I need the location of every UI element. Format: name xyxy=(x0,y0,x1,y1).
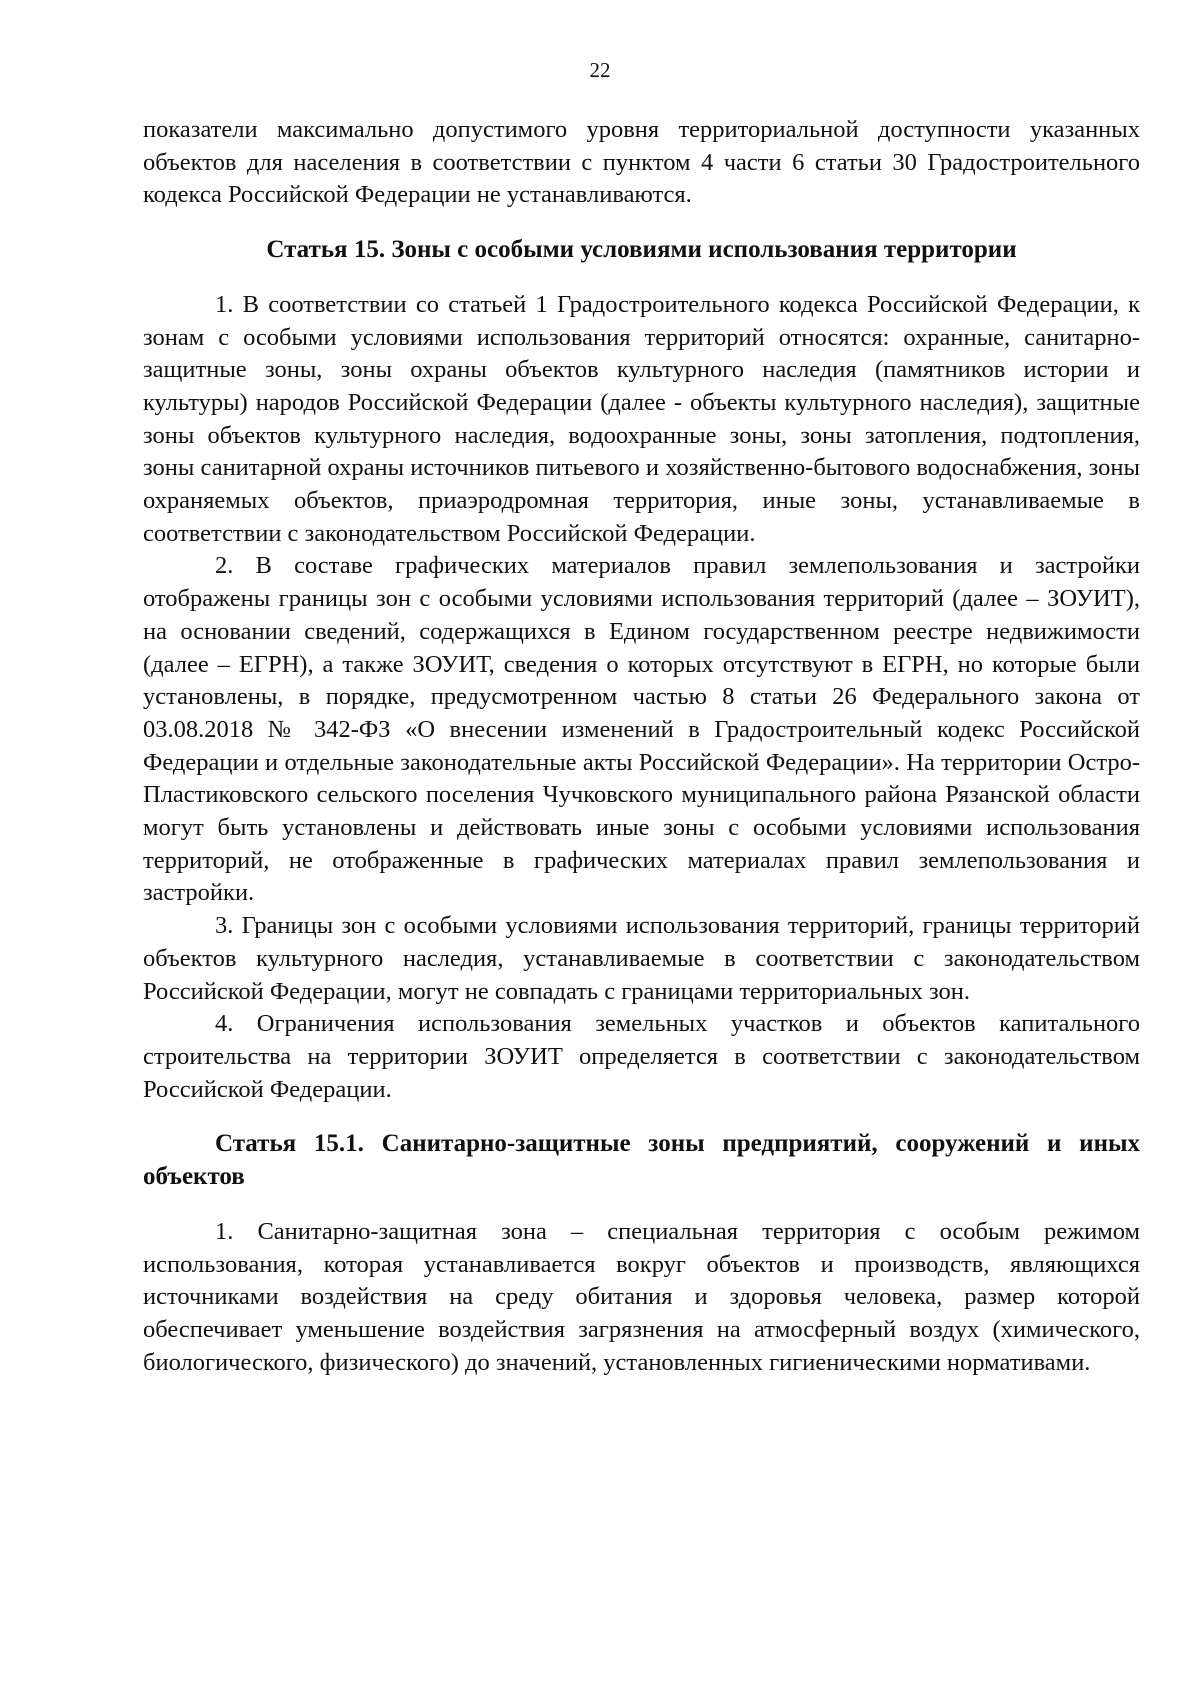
article-15-paragraph-4: 4. Ограничения использования земельных участков и объектов капитального строительства на территории ЗОУИТ определяется в соответствии с законодательством Российской Федерации. xyxy=(143,1010,1140,1103)
page-content xyxy=(143,114,1140,1379)
article-15-paragraph-1: 1. В соответствии со статьей 1 Градостроительного кодекса Российской Федерации, к зонам с особыми условиями использования территорий относятся: охранные, санитарно-защитные зоны, зоны охраны объектов культурного наследия (памятников истории и культуры) народов Российской Федерации (далее - объекты культурного наследия), защитные зоны объектов культурного наследия, водоохранные зоны, зоны затопления, подтопления, зоны санитарной охраны источников питьевого и хозяйственно-бытового водоснабжения, зоны охраняемых объектов, приаэродромная территория, иные зоны, устанавливаемые в соответствии с законодательством Российской Федерации. xyxy=(143,290,1140,547)
article-15-paragraph-3: 3. Границы зон с особыми условиями использования территорий, границы территорий объектов культурного наследия, устанавливаемые в соответствии с законодательством Российской Федерации, могут не совпадать с границами территориальных зон. xyxy=(143,912,1140,1005)
page-number: 22 xyxy=(589,58,611,82)
intro-paragraph: показатели максимально допустимого уровня территориальной доступности указанных объектов для населения в соответствии с пунктом 4 части 6 статьи 30 Градостроительного кодекса Российской Федерации не устанавливаются. xyxy=(143,116,1140,209)
article-15-paragraph-2: 2. В составе графических материалов правил землепользования и застройки отображены границы зон с особыми условиями использования территорий (далее – ЗОУИТ), на основании сведений, содержащихся в Едином государственном реестре недвижимости (далее – ЕГРН), а также ЗОУИТ, сведения о которых отсутствуют в ЕГРН, но которые были установлены, в порядке, предусмотренном частью 8 статьи 26 Федерального закона от 03.08.2018 № 342-ФЗ «О внесении изменений в Градостроительный кодекс Российской Федерации и отдельные законодательные акты Российской Федерации». На территории Остро-Пластиковского сельского поселения Чучковского муниципального района Рязанской области могут быть установлены и действовать иные зоны с особыми условиями использования территорий, не отображенные в графических материалах правил землепользования и застройки. xyxy=(143,552,1140,907)
article-15-1-heading: Статья 15.1. Санитарно-защитные зоны предприятий, сооружений и иных объектов xyxy=(143,1130,1140,1191)
article-15-heading: Статья 15. Зоны с особыми условиями использования территории xyxy=(266,236,1017,264)
article-15-1-paragraph-1: 1. Санитарно-защитная зона – специальная территория с особым режимом использования, которая устанавливается вокруг объектов и производств, являющихся источниками воздействия на среду обитания и здоровья человека, размер которой обеспечивает уменьшение воздействия загрязнения на атмосферный воздух (химического, биологического, физического) до значений, установленных гигиеническими нормативами. xyxy=(143,1217,1140,1376)
